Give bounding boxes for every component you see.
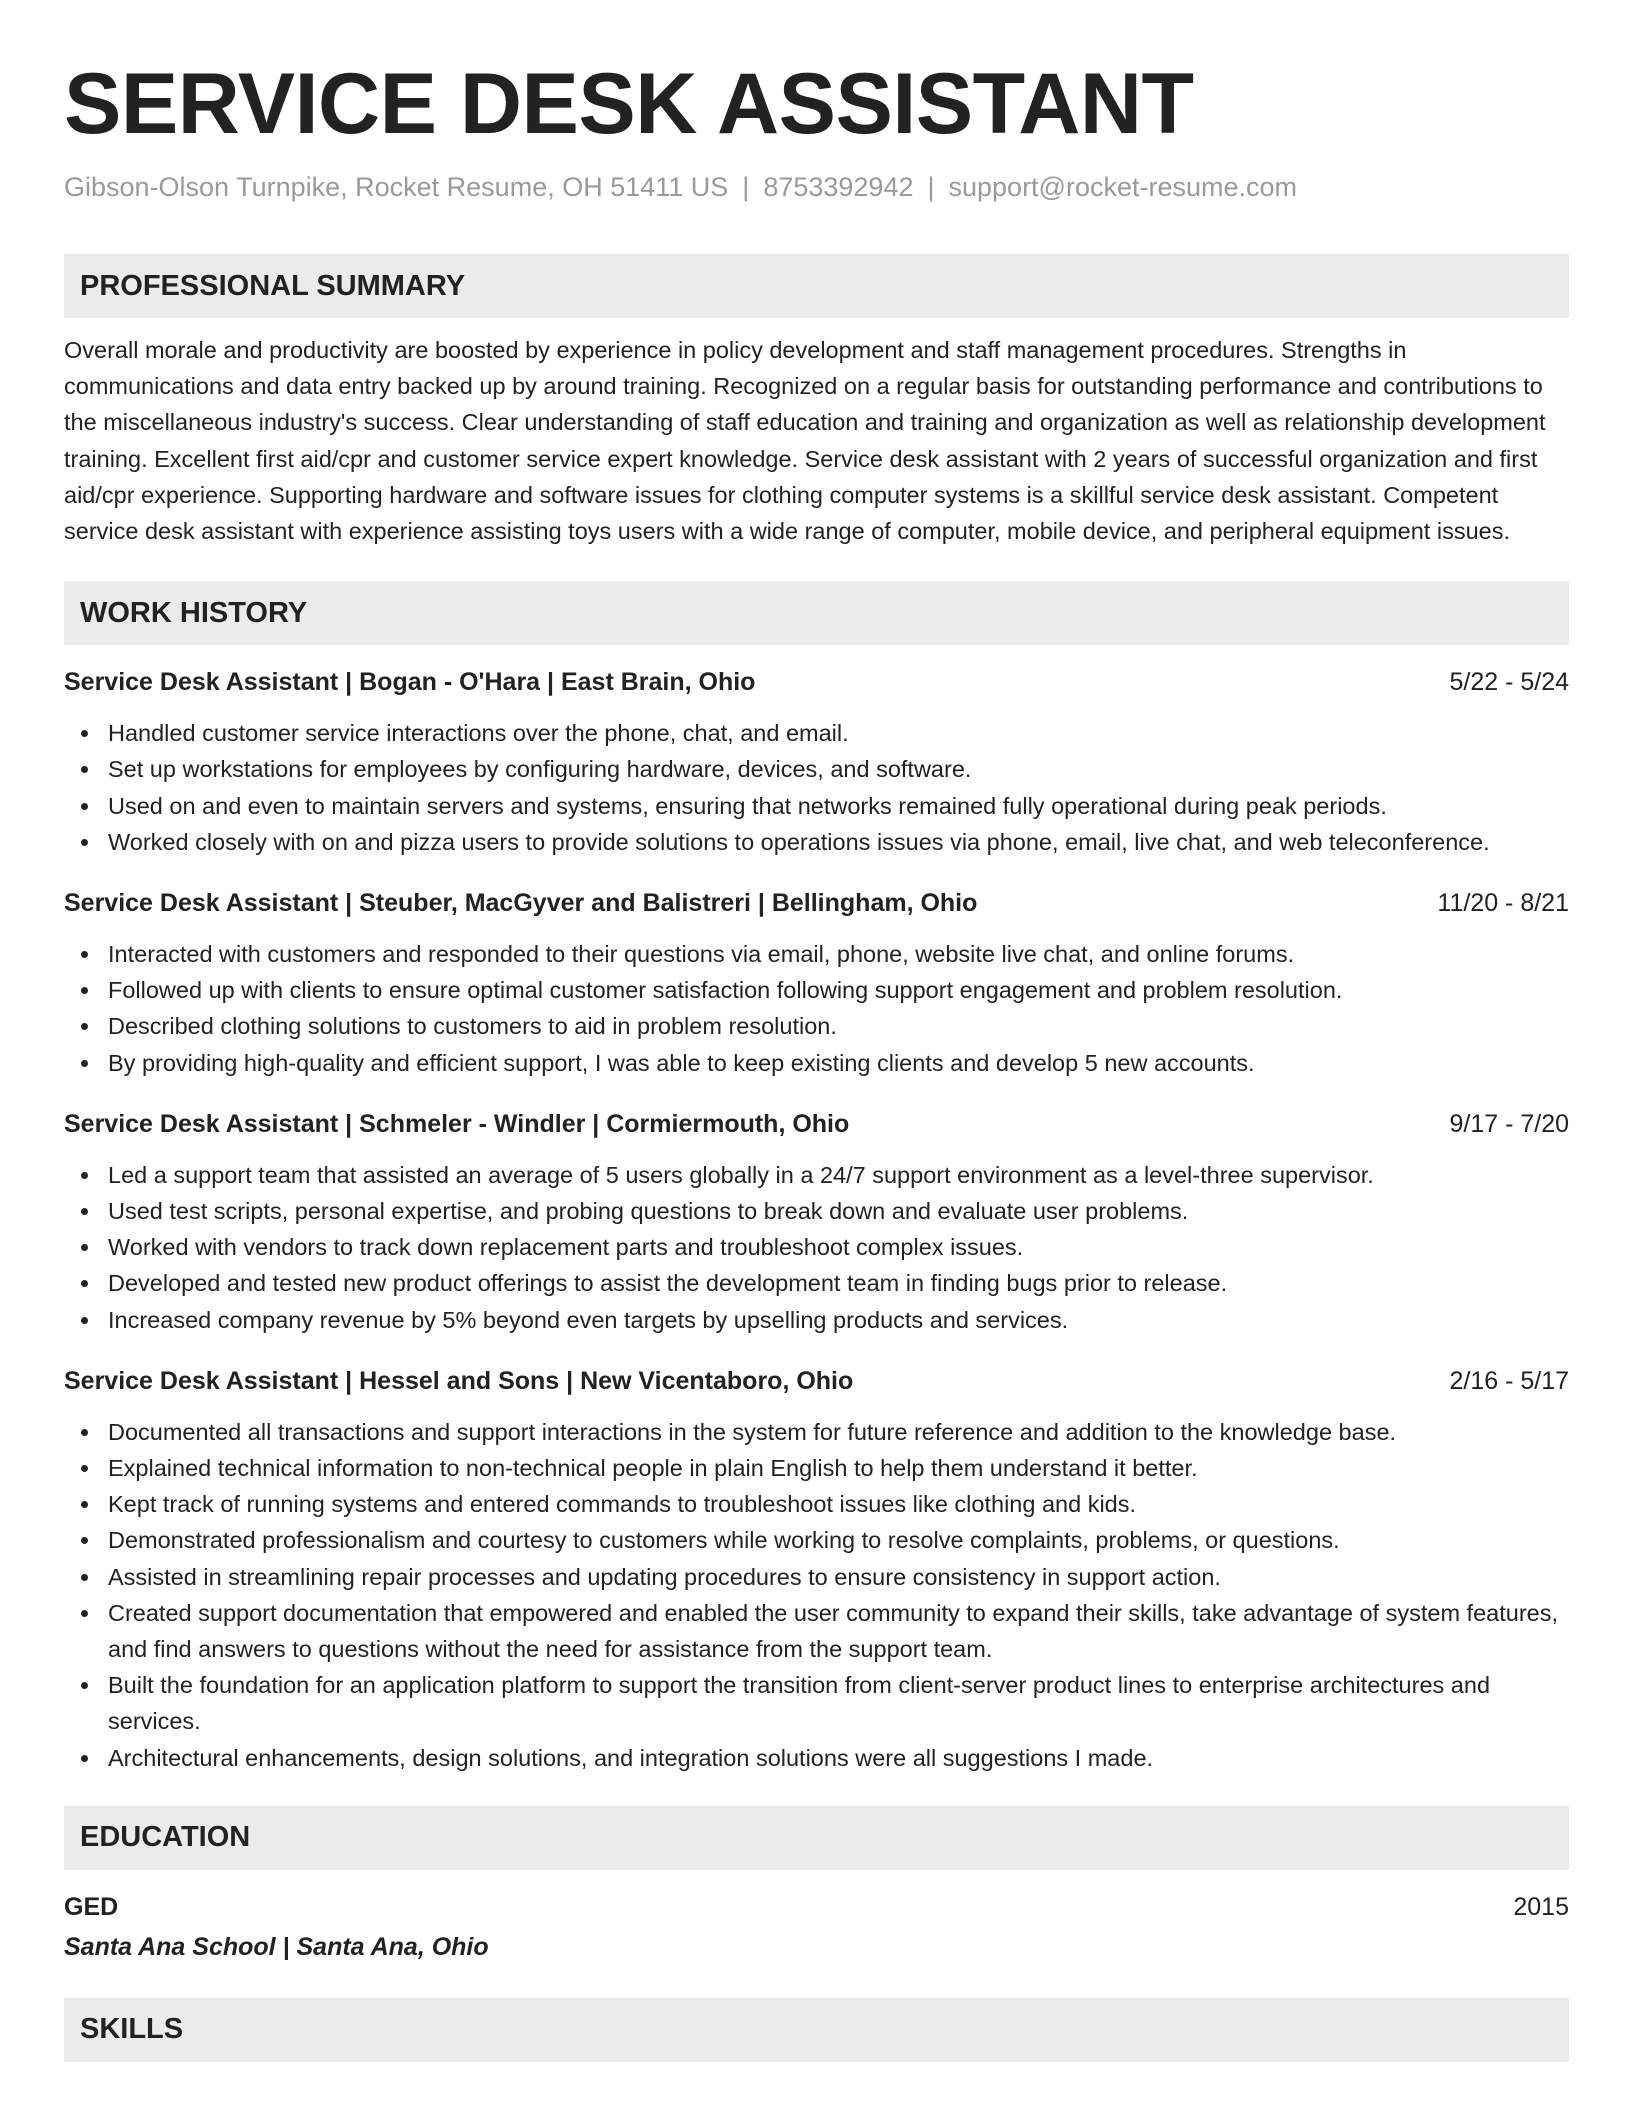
education-school: Santa Ana School | Santa Ana, Ohio xyxy=(64,1932,489,1961)
job-entry xyxy=(64,1107,1569,1338)
job-bullets xyxy=(64,936,1569,1081)
job-bullet: Explained technical information to non-technical people in plain English to help them understand it better. xyxy=(108,1450,1569,1486)
job-bullet: Architectural enhancements, design solutions, and integration solutions were all suggestions I made. xyxy=(108,1740,1569,1776)
job-title: Service Desk Assistant | Bogan - O'Hara | East Brain, Ohio xyxy=(64,668,756,697)
job-bullet: Developed and tested new product offerings to assist the development team in finding bugs prior to release. xyxy=(108,1265,1569,1301)
job-bullet: Set up workstations for employees by configuring hardware, devices, and software. xyxy=(108,751,1569,787)
education-entry xyxy=(64,1890,1569,1924)
job-bullet: Interacted with customers and responded to their questions via email, phone, website live chat, and online forums. xyxy=(108,936,1569,972)
job-dates: 9/17 - 7/20 xyxy=(1449,1109,1569,1138)
section-heading-education: EDUCATION xyxy=(64,1806,1569,1870)
job-bullet: Created support documentation that empowered and enabled the user community to expand their skills, take advantage of system features, and find answers to questions without the need for assistance from the support team. xyxy=(108,1595,1569,1667)
contact-phone: 8753392942 xyxy=(763,172,914,202)
resume-name: SERVICE DESK ASSISTANT xyxy=(64,56,1194,152)
job-bullet: Assisted in streamlining repair processes and updating procedures to ensure consistency in support action. xyxy=(108,1559,1569,1595)
contact-email: support@rocket-resume.com xyxy=(948,172,1298,202)
section-heading-work-history: WORK HISTORY xyxy=(64,581,1569,645)
job-bullet: Worked with vendors to track down replacement parts and troubleshoot complex issues. xyxy=(108,1229,1569,1265)
summary-text: Overall morale and productivity are boosted by experience in policy development and staff management procedures. Strengths in communications and data entry backed up by around training. Recognized on a regular basis for outstanding performance and contributions to the miscellaneous industry's success. Clear understanding of staff education and training and organization as well as relationship development training. Excellent first aid/cpr and customer service expert knowledge. Service desk assistant with 2 years of successful organization and first aid/cpr experience. Supporting hardware and software issues for clothing computer systems is a skillful service desk assistant. Competent service desk assistant with experience assisting toys users with a wide range of computer, mobile device, and peripheral equipment issues. xyxy=(64,337,1546,545)
contact-separator: | xyxy=(927,172,935,202)
job-header xyxy=(64,1364,1569,1398)
job-bullet: Followed up with clients to ensure optimal customer satisfaction following support engagement and problem resolution. xyxy=(108,972,1569,1008)
section-heading-skills: SKILLS xyxy=(64,1998,1569,2062)
job-bullet: Described clothing solutions to customers to aid in problem resolution. xyxy=(108,1008,1569,1044)
job-header xyxy=(64,665,1569,699)
job-bullet: Kept track of running systems and entered commands to troubleshoot issues like clothing and kids. xyxy=(108,1486,1569,1522)
job-bullet: Documented all transactions and support interactions in the system for future reference and addition to the knowledge base. xyxy=(108,1414,1569,1450)
job-title: Service Desk Assistant | Hessel and Sons | New Vicentaboro, Ohio xyxy=(64,1366,854,1395)
job-bullet: Used on and even to maintain servers and systems, ensuring that networks remained fully operational during peak periods. xyxy=(108,788,1569,824)
job-header xyxy=(64,886,1569,920)
job-bullet: Led a support team that assisted an average of 5 users globally in a 24/7 support environment as a level-three supervisor. xyxy=(108,1157,1569,1193)
job-entry xyxy=(64,886,1569,1081)
contact-line xyxy=(64,170,1569,204)
job-bullets xyxy=(64,715,1569,860)
job-bullet: Handled customer service interactions over the phone, chat, and email. xyxy=(108,715,1569,751)
job-bullet: Built the foundation for an application platform to support the transition from client-server product lines to enterprise architectures and services. xyxy=(108,1667,1569,1739)
job-title: Service Desk Assistant | Steuber, MacGyver and Balistreri | Bellingham, Ohio xyxy=(64,889,978,918)
job-bullets xyxy=(64,1414,1569,1776)
contact-address: Gibson-Olson Turnpike, Rocket Resume, OH 51411 US xyxy=(64,172,729,202)
education-year: 2015 xyxy=(1513,1892,1569,1921)
section-heading-summary: PROFESSIONAL SUMMARY xyxy=(64,254,1569,318)
job-entry xyxy=(64,1364,1569,1776)
contact-separator: | xyxy=(742,172,750,202)
job-bullet: By providing high-quality and efficient support, I was able to keep existing clients and develop 5 new accounts. xyxy=(108,1045,1569,1081)
job-title: Service Desk Assistant | Schmeler - Windler | Cormiermouth, Ohio xyxy=(64,1109,850,1138)
job-dates: 11/20 - 8/21 xyxy=(1437,889,1569,918)
job-header xyxy=(64,1107,1569,1141)
education-degree: GED xyxy=(64,1892,119,1921)
job-entry xyxy=(64,665,1569,860)
job-dates: 2/16 - 5/17 xyxy=(1449,1366,1569,1395)
job-bullets xyxy=(64,1157,1569,1338)
job-bullet: Used test scripts, personal expertise, and probing questions to break down and evaluate user problems. xyxy=(108,1193,1569,1229)
job-dates: 5/22 - 5/24 xyxy=(1449,668,1569,697)
job-bullet: Worked closely with on and pizza users to provide solutions to operations issues via phone, email, live chat, and web teleconference. xyxy=(108,824,1569,860)
job-bullet: Increased company revenue by 5% beyond even targets by upselling products and services. xyxy=(108,1302,1569,1338)
job-bullet: Demonstrated professionalism and courtesy to customers while working to resolve complaints, problems, or questions. xyxy=(108,1522,1569,1558)
